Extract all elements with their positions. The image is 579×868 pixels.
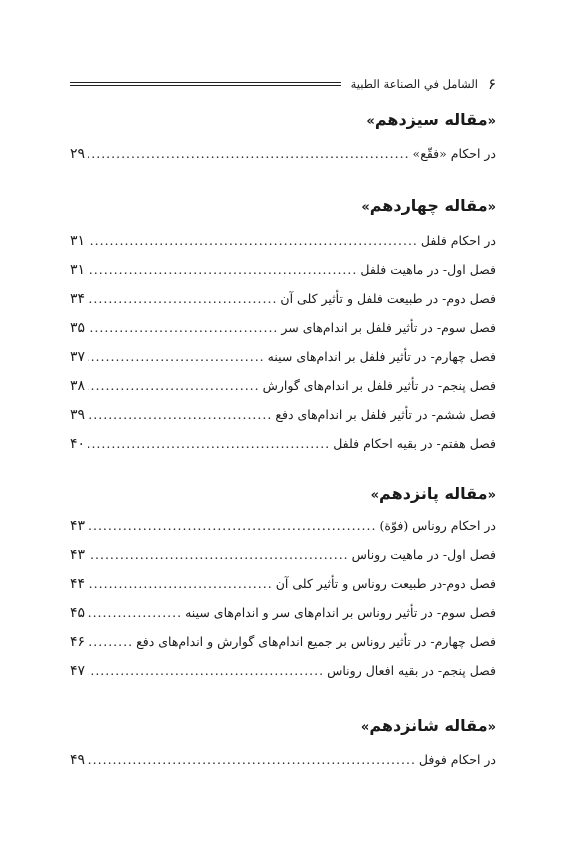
dot-leader	[88, 349, 265, 364]
toc-entry-page: ۳۸	[70, 378, 86, 394]
toc-entry[interactable]	[70, 233, 496, 257]
toc-entry-page: ۴۰	[70, 436, 86, 452]
toc-entry-label: فصل پنجم- در تأثیر فلفل بر اندام‌های گوارش	[262, 378, 496, 393]
toc-entry-label: فصل چهارم- در تأثیر روناس بر جمیع اندام‌های گوارش و اندام‌های دفع	[136, 634, 496, 649]
toc-entry[interactable]	[70, 378, 496, 402]
ornament-open-icon: «	[487, 488, 496, 503]
toc-entry-label: در احکام «فقّع»	[412, 146, 496, 161]
ornament-close-icon: »	[361, 200, 370, 215]
dot-leader	[88, 634, 133, 649]
dot-leader	[88, 378, 260, 393]
dot-leader	[88, 547, 349, 562]
toc-entry-page: ۴۳	[70, 547, 86, 563]
running-title: الشامل في الصناعة الطبية	[350, 77, 478, 91]
toc-entry-label: فصل هفتم- در بقیه احکام فلفل	[333, 436, 496, 451]
toc-entry[interactable]	[70, 576, 496, 600]
toc-entry-page: ۳۹	[70, 407, 86, 423]
toc-entry-label: فصل اول- در ماهیت فلفل	[360, 262, 496, 277]
toc-entry-label: فصل دوم-در طبیعت روناس و تأثیر کلی آن	[275, 576, 496, 591]
toc-entry[interactable]	[70, 605, 496, 629]
dot-leader	[88, 407, 272, 422]
ornament-open-icon: «	[487, 114, 496, 129]
section-title: «مقاله چهاردهم»	[361, 196, 496, 215]
ornament-open-icon: «	[487, 200, 496, 215]
toc-entry-page: ۳۱	[70, 262, 86, 278]
toc-entry-label: فصل ششم- در تأثیر فلفل بر اندام‌های دفع	[275, 407, 496, 422]
dot-leader	[88, 518, 376, 533]
toc-entry-page: ۴۳	[70, 518, 86, 534]
toc-entry[interactable]	[70, 547, 496, 571]
page-number: ۶	[487, 75, 496, 93]
toc-entry[interactable]	[70, 291, 496, 315]
section-title: «مقاله پانزدهم»	[370, 484, 496, 503]
dot-leader	[88, 233, 418, 248]
toc-entry[interactable]	[70, 320, 496, 344]
dot-leader	[88, 291, 277, 306]
toc-entry-page: ۴۷	[70, 663, 86, 679]
toc-entry[interactable]	[70, 146, 496, 170]
toc-entry-page: ۲۹	[70, 146, 86, 162]
toc-entry-page: ۴۹	[70, 752, 86, 768]
toc-entry-page: ۳۷	[70, 349, 86, 365]
ornament-close-icon: »	[370, 488, 380, 503]
ornament-close-icon: »	[366, 114, 375, 129]
dot-leader	[88, 576, 273, 591]
toc-entry-label: فصل دوم- در طبیعت فلفل و تأثیر کلی آن	[280, 291, 496, 306]
toc-entry-page: ۳۱	[70, 233, 86, 249]
dot-leader	[88, 262, 357, 277]
toc-entry[interactable]	[70, 752, 496, 776]
toc-entry-label: فصل چهارم- در تأثیر فلفل بر اندام‌های سینه	[267, 349, 496, 364]
section-title: «مقاله شانزدهم»	[360, 716, 496, 735]
toc-entry-label: در احکام روناس (فوّة)	[379, 518, 496, 533]
toc-entry-page: ۴۴	[70, 576, 86, 592]
toc-entry-label: فصل پنجم- در بقیه افعال روناس	[327, 663, 496, 678]
toc-entry-page: ۴۵	[70, 605, 86, 621]
toc-entry-label: در احکام فوفل	[418, 752, 496, 767]
dot-leader	[88, 320, 278, 335]
toc-entry[interactable]	[70, 518, 496, 542]
toc-entry[interactable]	[70, 407, 496, 431]
toc-entry-page: ۴۶	[70, 634, 86, 650]
toc-entry-page: ۳۵	[70, 320, 86, 336]
toc-entry-label: فصل اول- در ماهیت روناس	[351, 547, 496, 562]
toc-entry[interactable]	[70, 262, 496, 286]
running-header	[70, 70, 496, 98]
dot-leader	[88, 663, 324, 678]
ornament-open-icon: «	[487, 720, 496, 735]
toc-entry[interactable]	[70, 349, 496, 373]
toc-entry-label: در احکام فلفل	[420, 233, 496, 248]
toc-entry-page: ۳۴	[70, 291, 86, 307]
toc-entry[interactable]	[70, 436, 496, 460]
toc-entry-label: فصل سوم- در تأثیر فلفل بر اندام‌های سر	[281, 320, 496, 335]
section-title: «مقاله سیزدهم»	[366, 110, 496, 129]
dot-leader	[88, 436, 330, 451]
header-double-rule	[70, 81, 341, 87]
ornament-close-icon: »	[360, 720, 370, 735]
toc-entry[interactable]	[70, 663, 496, 687]
toc-entry[interactable]	[70, 634, 496, 658]
dot-leader	[88, 752, 416, 767]
toc-entry-label: فصل سوم- در تأثیر روناس بر اندام‌های سر و اندام‌های سینه	[185, 605, 496, 620]
dot-leader	[88, 146, 410, 161]
dot-leader	[88, 605, 182, 620]
